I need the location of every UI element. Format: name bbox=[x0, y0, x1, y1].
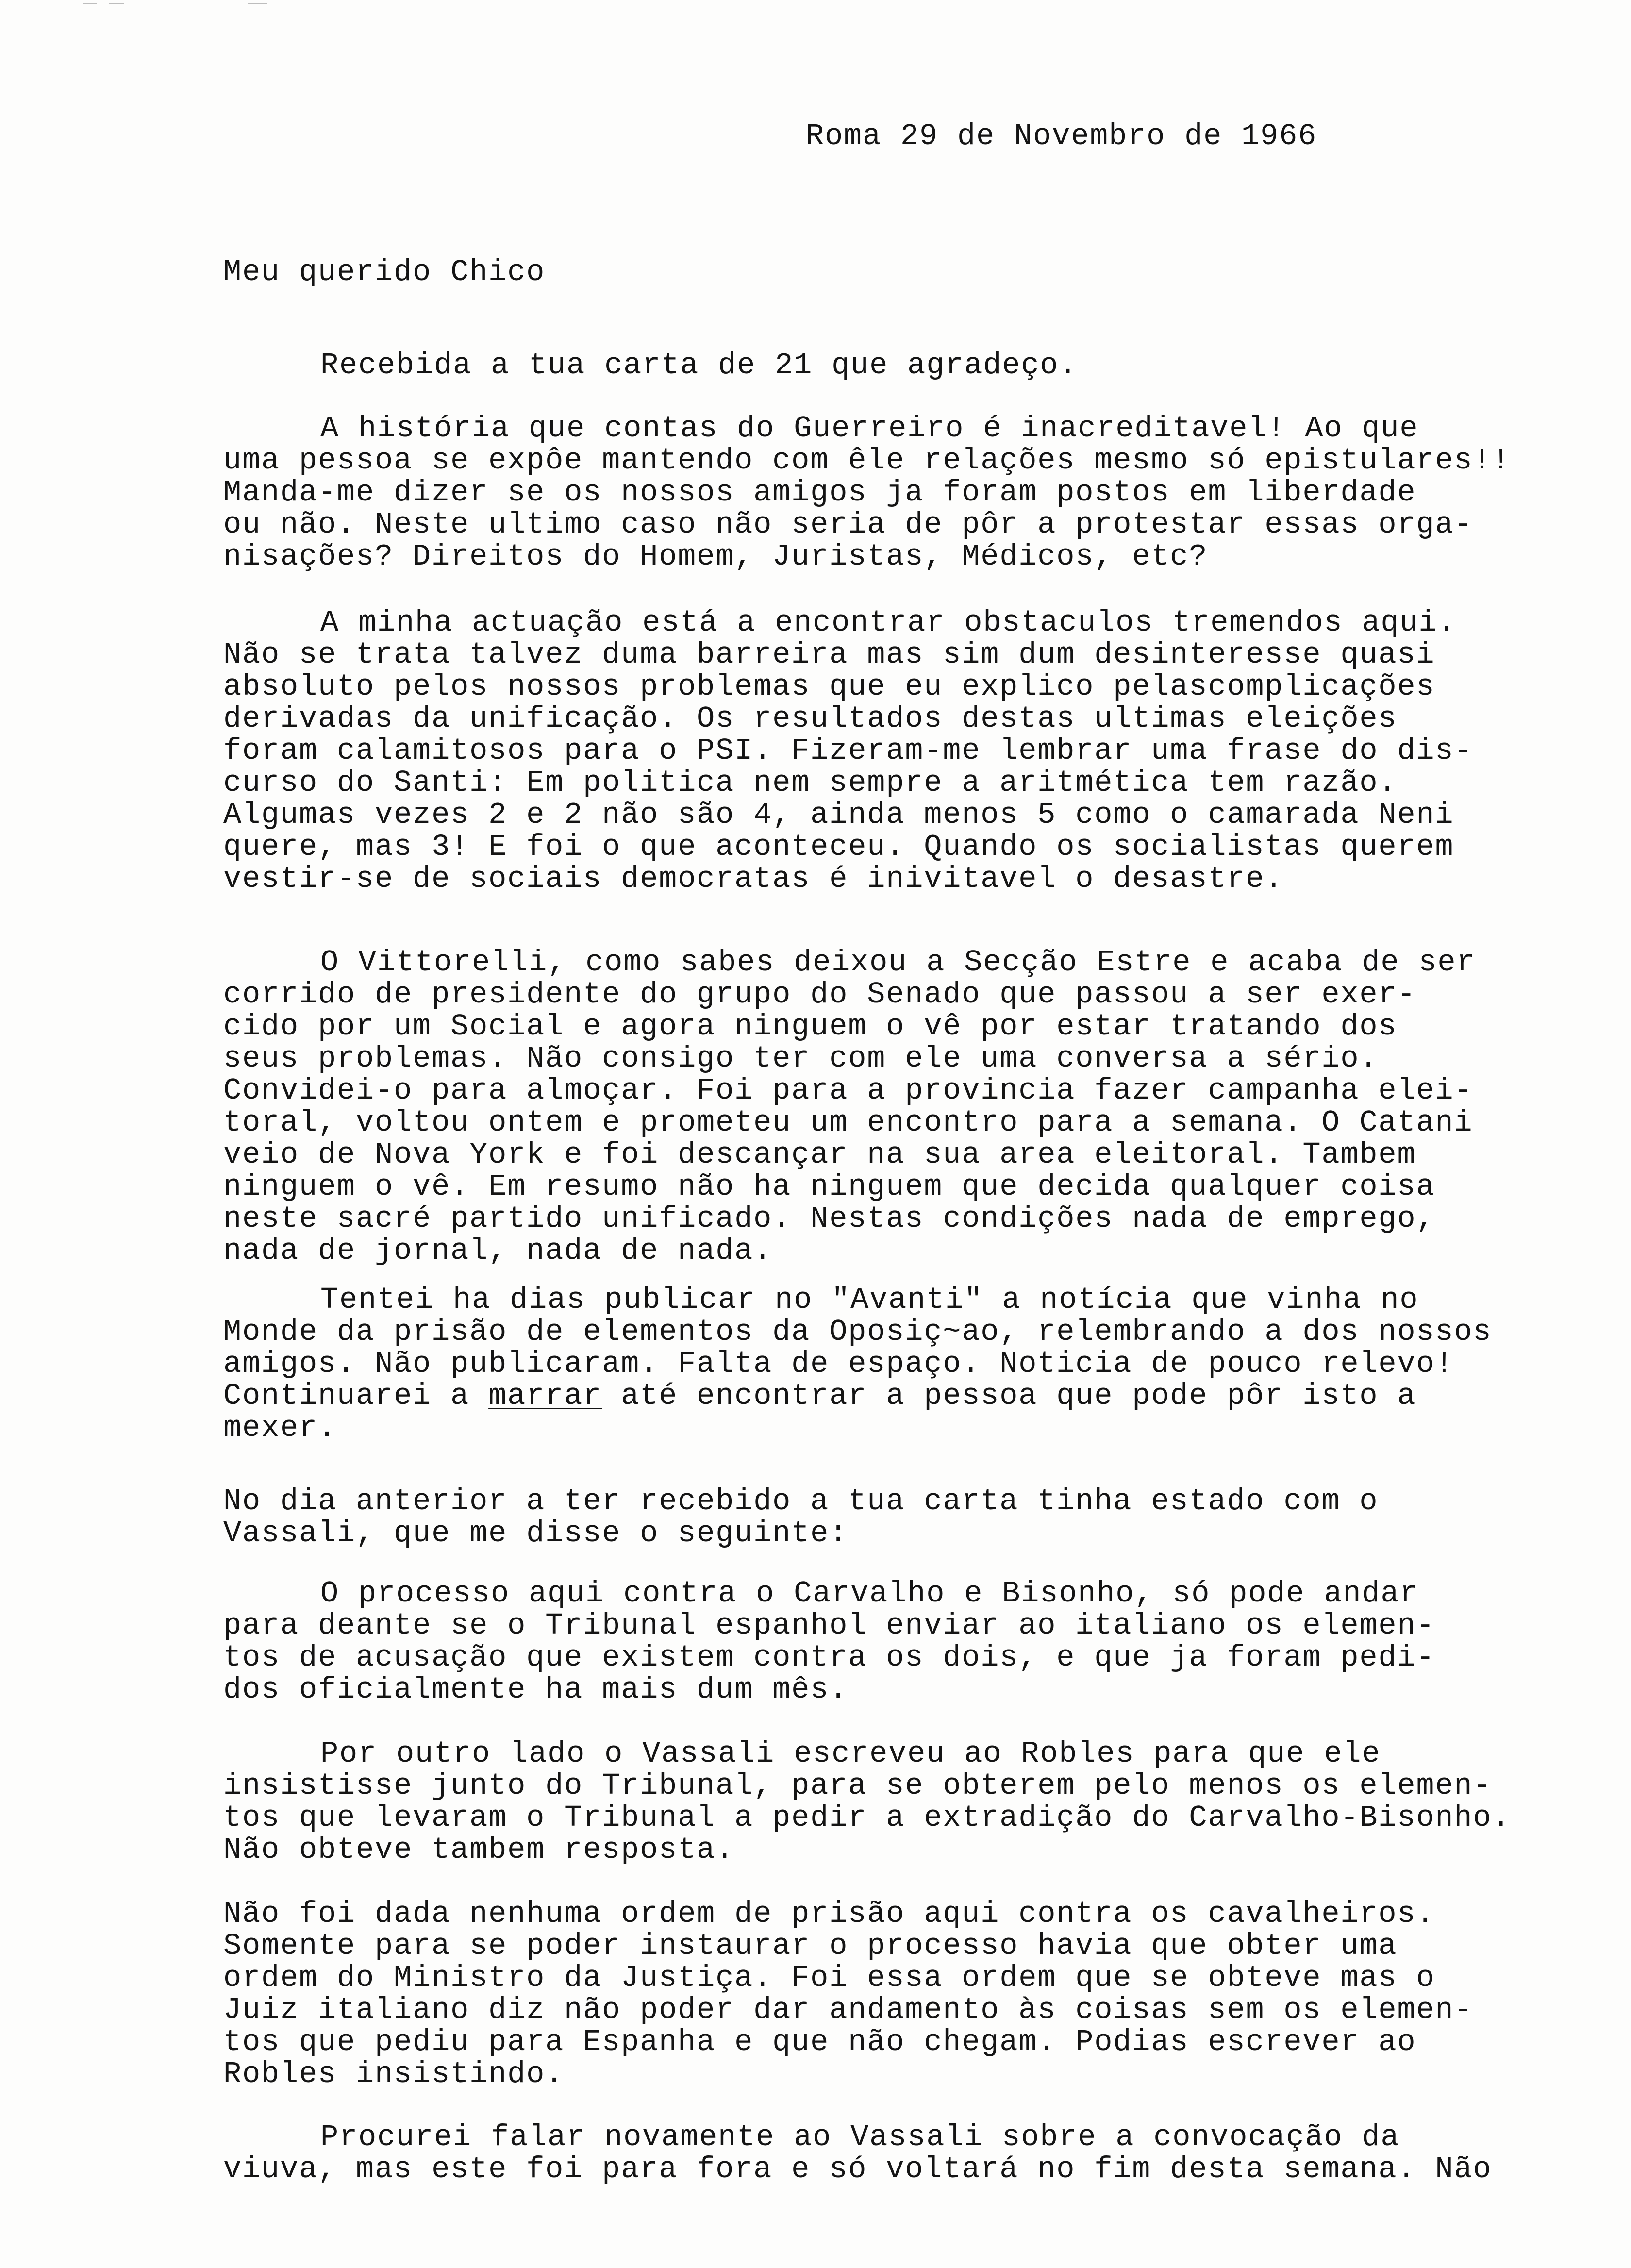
text-line: curso do Santi: Em politica nem sempre a aritmética tem razão. bbox=[223, 766, 1398, 800]
text-line: uma pessoa se expôe mantendo com êle relações mesmo só epistulares!! bbox=[223, 443, 1511, 478]
text-line: Manda-me dizer se os nossos amigos ja foram postos em liberdade bbox=[223, 475, 1416, 510]
letter-date: Roma 29 de Novembro de 1966 bbox=[806, 119, 1317, 153]
text-line: vestir-se de sociais democratas é inivitavel o desastre. bbox=[223, 862, 1284, 896]
text-line: neste sacré partido unificado. Nestas condições nada de emprego, bbox=[223, 1201, 1435, 1236]
text-line: ninguem o vê. Em resumo não ha ninguem que decida qualquer coisa bbox=[223, 1169, 1435, 1204]
text-line: O Vittorelli, como sabes deixou a Secção Estre e acaba de ser bbox=[320, 945, 1476, 980]
text-line: absoluto pelos nossos problemas que eu explico pelascomplicações bbox=[223, 669, 1435, 704]
text-line: A minha actuação está a encontrar obstaculos tremendos aqui. bbox=[320, 605, 1457, 640]
text-line: foram calamitosos para o PSI. Fizeram-me lembrar uma frase do dis- bbox=[223, 734, 1473, 768]
text-line: nisações? Direitos do Homem, Juristas, Médicos, etc? bbox=[223, 539, 1208, 574]
text-line: dos oficialmente ha mais dum mês. bbox=[223, 1672, 849, 1707]
text-line: O processo aqui contra o Carvalho e Bisonho, só pode andar bbox=[320, 1576, 1419, 1611]
text-line: insistisse junto do Tribunal, para se obterem pelo menos os elemen- bbox=[223, 1768, 1492, 1803]
text-line: Não obteve tambem resposta. bbox=[223, 1833, 735, 1867]
letter-salutation: Meu querido Chico bbox=[223, 255, 546, 289]
text-line: Continuarei a marrar até encontrar a pessoa que pode pôr isto a bbox=[223, 1379, 1416, 1413]
text-line: Somente para se poder instaurar o processo havia que obter uma bbox=[223, 1929, 1398, 1963]
text-line: Tentei ha dias publicar no "Avanti" a notícia que vinha no bbox=[320, 1283, 1419, 1317]
text-line: Convidei-o para almoçar. Foi para a provincia fazer campanha elei- bbox=[223, 1073, 1473, 1108]
text-line: tos que pediu para Espanha e que não chegam. Podias escrever ao bbox=[223, 2025, 1416, 2059]
text-line: Vassali, que me disse o seguinte: bbox=[223, 1516, 849, 1551]
text-line: ordem do Ministro da Justiça. Foi essa ordem que se obteve mas o bbox=[223, 1961, 1435, 1995]
text-line: Procurei falar novamente ao Vassali sobre a convocação da bbox=[320, 2120, 1400, 2154]
text-line: derivadas da unificação. Os resultados destas ultimas eleições bbox=[223, 701, 1398, 736]
text-line: tos que levaram o Tribunal a pedir a extradição do Carvalho-Bisonho. bbox=[223, 1801, 1511, 1835]
text-line: Não foi dada nenhuma ordem de prisão aqui contra os cavalheiros. bbox=[223, 1897, 1435, 1931]
text-line: Não se trata talvez duma barreira mas sim dum desinteresse quasi bbox=[223, 637, 1435, 672]
text-line: amigos. Não publicaram. Falta de espaço. Noticia de pouco relevo! bbox=[223, 1347, 1454, 1381]
text-line: corrido de presidente do grupo do Senado que passou a ser exer- bbox=[223, 977, 1416, 1012]
text-line: Monde da prisão de elementos da Oposiç~ao, relembrando a dos nossos bbox=[223, 1315, 1492, 1349]
text-line: nada de jornal, nada de nada. bbox=[223, 1234, 773, 1268]
text-line: quere, mas 3! E foi o que aconteceu. Quando os socialistas querem bbox=[223, 830, 1454, 864]
text-line: Juiz italiano diz não poder dar andamento às coisas sem os elemen- bbox=[223, 1993, 1473, 2027]
text-line: viuva, mas este foi para fora e só voltará no fim desta semana. Não bbox=[223, 2152, 1492, 2186]
text-line: Algumas vezes 2 e 2 não são 4, ainda menos 5 como o camarada Neni bbox=[223, 798, 1454, 832]
text-line: veio de Nova York e foi descançar na sua area eleitoral. Tambem bbox=[223, 1137, 1416, 1172]
text-line: tos de acusação que existem contra os dois, e que ja foram pedi- bbox=[223, 1640, 1435, 1675]
text-line: A história que contas do Guerreiro é inacreditavel! Ao que bbox=[320, 411, 1419, 446]
text-line: seus problemas. Não consigo ter com ele uma conversa a sério. bbox=[223, 1041, 1379, 1076]
text-line: toral, voltou ontem e prometeu um encontro para a semana. O Catani bbox=[223, 1105, 1473, 1140]
text-line: No dia anterior a ter recebido a tua carta tinha estado com o bbox=[223, 1484, 1379, 1518]
text-line: cido por um Social e agora ninguem o vê por estar tratando dos bbox=[223, 1009, 1398, 1044]
underlined-word: marrar bbox=[488, 1379, 602, 1413]
text-line: mexer. bbox=[223, 1411, 337, 1445]
text-line: Recebida a tua carta de 21 que agradeço. bbox=[320, 348, 1078, 383]
scan-marks bbox=[83, 3, 277, 6]
text-line: Por outro lado o Vassali escreveu ao Robles para que ele bbox=[320, 1736, 1381, 1771]
text-line: Robles insistindo. bbox=[223, 2057, 565, 2091]
text-line: para deante se o Tribunal espanhol enviar ao italiano os elemen- bbox=[223, 1608, 1435, 1643]
text-line: ou não. Neste ultimo caso não seria de pôr a protestar essas orga- bbox=[223, 507, 1473, 542]
